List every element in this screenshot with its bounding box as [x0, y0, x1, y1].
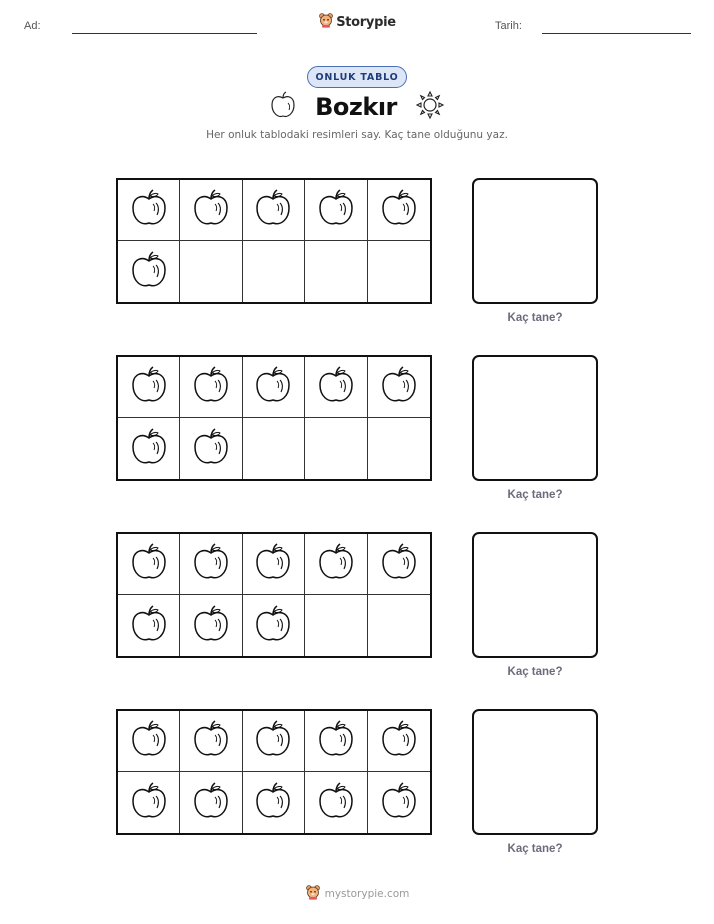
frame-cell — [243, 534, 305, 595]
apple-icon — [191, 541, 231, 587]
apple-icon — [129, 603, 169, 649]
apple-icon — [129, 718, 169, 764]
frame-cell — [180, 241, 242, 302]
ten-frame-3 — [116, 532, 432, 658]
apple-icon — [316, 187, 356, 233]
apple-icon — [316, 364, 356, 410]
answer-label-1: Kaç tane? — [507, 312, 563, 324]
frame-cell — [180, 534, 242, 595]
apple-icon — [191, 780, 231, 826]
apple-icon — [191, 603, 231, 649]
apple-icon — [129, 187, 169, 233]
frame-cell — [243, 772, 305, 833]
frame-cell — [180, 357, 242, 418]
frame-cell — [243, 595, 305, 656]
apple-icon — [316, 718, 356, 764]
date-line[interactable] — [542, 33, 691, 34]
date-label: Tarih: — [495, 20, 522, 32]
apple-icon — [253, 364, 293, 410]
answer-label-4: Kaç tane? — [507, 843, 563, 855]
answer-label-3: Kaç tane? — [507, 666, 563, 678]
apple-icon — [191, 426, 231, 472]
frame-cell — [305, 772, 367, 833]
frame-cell — [305, 711, 367, 772]
frame-cell — [243, 418, 305, 479]
frame-cell — [180, 180, 242, 241]
apple-icon — [191, 187, 231, 233]
instruction-text: Her onluk tablodaki resimleri say. Kaç tane olduğunu yaz. — [206, 129, 508, 141]
frame-cell — [118, 711, 180, 772]
frame-cell — [368, 357, 430, 418]
page-title: Bozkır — [315, 93, 397, 121]
frame-cell — [180, 711, 242, 772]
frame-cell — [118, 357, 180, 418]
frame-cell — [118, 772, 180, 833]
apple-icon — [379, 364, 419, 410]
frame-cell — [180, 772, 242, 833]
frame-cell — [368, 595, 430, 656]
apple-icon — [316, 541, 356, 587]
frame-cell — [243, 357, 305, 418]
worksheet-type-badge: ONLUK TABLO — [307, 66, 407, 88]
frame-cell — [243, 180, 305, 241]
apple-icon — [191, 718, 231, 764]
apple-icon — [129, 541, 169, 587]
answer-box-3[interactable] — [472, 532, 598, 658]
apple-icon — [253, 718, 293, 764]
frame-cell — [305, 595, 367, 656]
apple-icon — [129, 249, 169, 295]
frame-cell — [368, 711, 430, 772]
frame-cell — [118, 418, 180, 479]
brand-name: Storypie — [336, 14, 396, 30]
frame-cell — [368, 418, 430, 479]
frame-cell — [243, 241, 305, 302]
apple-icon — [129, 780, 169, 826]
apple-icon — [129, 364, 169, 410]
apple-icon — [379, 780, 419, 826]
frame-cell — [305, 241, 367, 302]
frame-cell — [180, 418, 242, 479]
ten-frame-4 — [116, 709, 432, 835]
frame-cell — [243, 711, 305, 772]
apple-outline-icon — [269, 90, 297, 124]
apple-icon — [253, 187, 293, 233]
apple-icon — [379, 541, 419, 587]
frame-cell — [368, 241, 430, 302]
brand-logo — [0, 12, 714, 32]
frame-cell — [305, 534, 367, 595]
name-label: Ad: — [24, 20, 41, 32]
frame-cell — [180, 595, 242, 656]
frame-cell — [368, 772, 430, 833]
frame-cell — [305, 418, 367, 479]
ten-frame-1 — [116, 178, 432, 304]
frame-cell — [118, 534, 180, 595]
answer-box-4[interactable] — [472, 709, 598, 835]
answer-label-2: Kaç tane? — [507, 489, 563, 501]
footer-url: mystorypie.com — [324, 888, 410, 900]
frame-cell — [305, 180, 367, 241]
frame-cell — [305, 357, 367, 418]
apple-icon — [379, 187, 419, 233]
answer-box-2[interactable] — [472, 355, 598, 481]
frame-cell — [368, 534, 430, 595]
apple-icon — [129, 426, 169, 472]
apple-icon — [379, 718, 419, 764]
name-line[interactable] — [72, 33, 257, 34]
ten-frame-2 — [116, 355, 432, 481]
apple-icon — [253, 541, 293, 587]
frame-cell — [118, 595, 180, 656]
apple-icon — [316, 780, 356, 826]
apple-icon — [253, 780, 293, 826]
frame-cell — [118, 180, 180, 241]
sun-outline-icon — [415, 90, 445, 124]
apple-icon — [191, 364, 231, 410]
bear-mascot-icon — [318, 12, 334, 32]
frame-cell — [368, 180, 430, 241]
bear-mascot-icon — [305, 884, 321, 904]
answer-box-1[interactable] — [472, 178, 598, 304]
title-row — [0, 90, 714, 124]
footer — [0, 884, 714, 904]
apple-icon — [253, 603, 293, 649]
frame-cell — [118, 241, 180, 302]
